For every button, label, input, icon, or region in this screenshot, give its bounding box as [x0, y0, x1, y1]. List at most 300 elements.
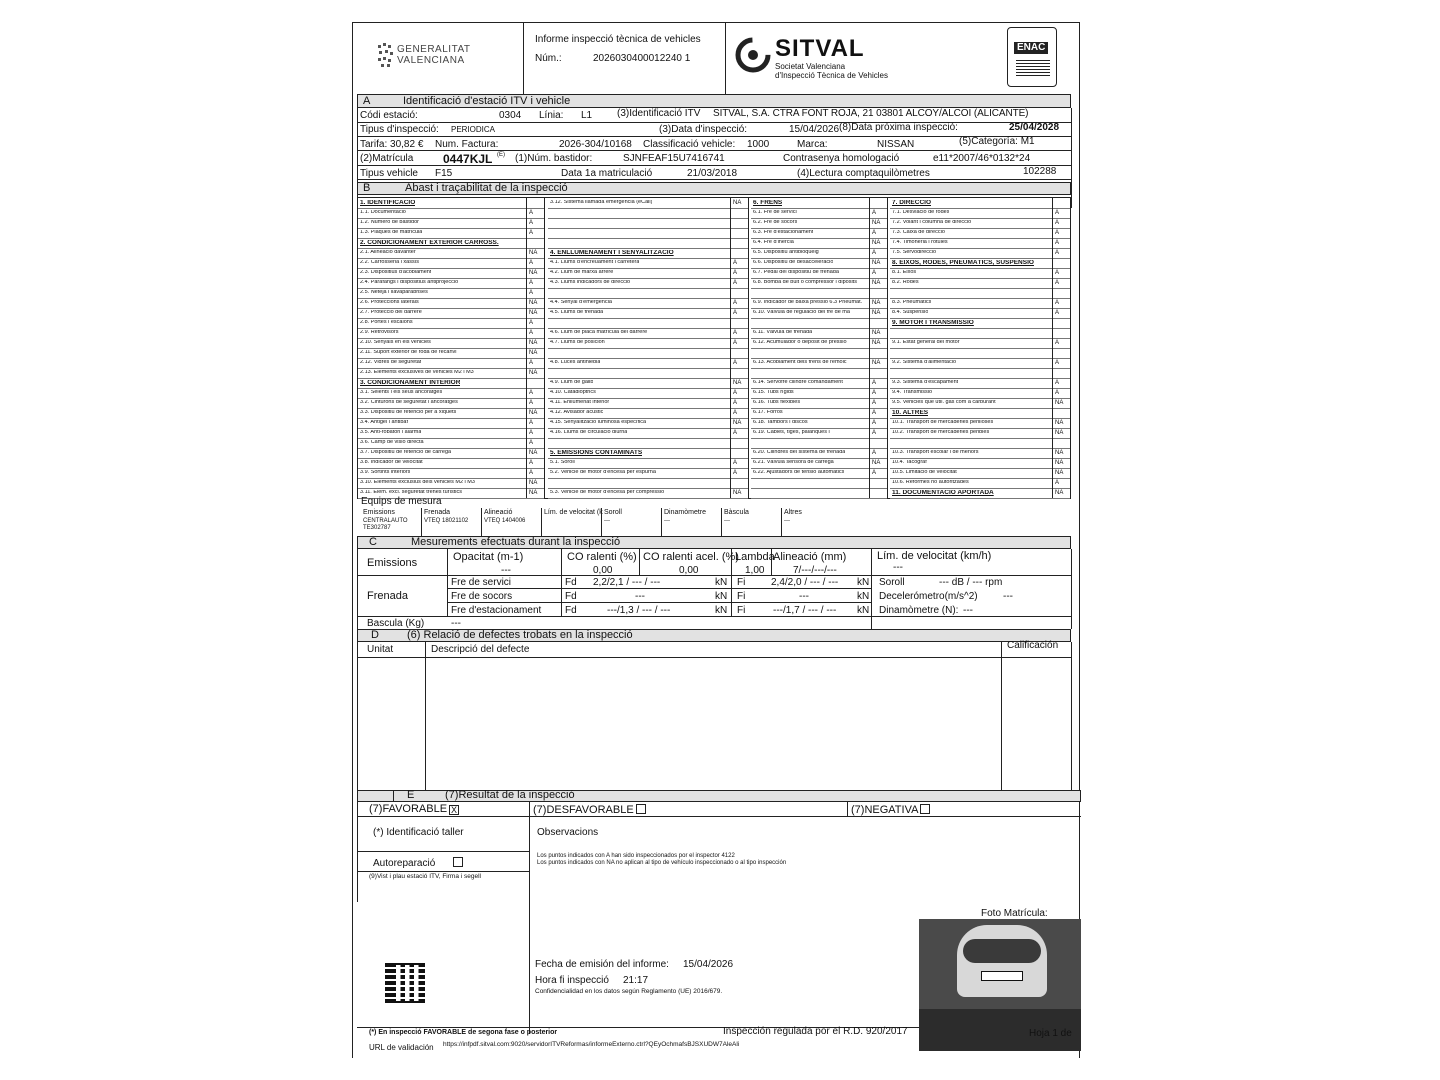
footer-note: (*) En inspecció FAVORABLE de segona fase o posterior — [369, 1029, 558, 1036]
check-item-label: 9. MOTOR I TRANSMISSIÓ — [892, 320, 974, 326]
check-item-label: 6.16. Tubs flexibles — [753, 400, 801, 405]
ident-itv-label: (3)Identificació ITV — [617, 108, 701, 119]
check-item-label: 4.7. Llums de posición — [550, 340, 605, 345]
check-item-result: A — [529, 260, 534, 266]
check-item-label: 2.1. Alineació davanter — [360, 250, 416, 255]
check-item-result: NA — [872, 300, 881, 306]
estac-fi: ---/1,7 / --- / --- — [773, 605, 837, 616]
autoreparacio-checkbox[interactable] — [453, 857, 463, 867]
check-item-label: 4.10. Catadiòptrics — [550, 390, 596, 395]
check-item-label: 7. DIRECCIÓ — [892, 200, 932, 206]
data-inspeccio: 15/04/2026 — [789, 124, 840, 135]
km-label: (4)Lectura comptaquilòmetres — [797, 168, 930, 179]
check-item-result: NA — [872, 310, 881, 316]
check-item-result: A — [872, 210, 877, 216]
check-item-label: 7.3. Caixa de direcció — [892, 230, 945, 235]
factura-label: Num. Factura: — [435, 139, 499, 150]
check-item-result: NA — [529, 250, 538, 256]
tipus-inspeccio-label: Tipus d'inspecció: — [360, 124, 439, 135]
check-item-label: 3.5. Anti-robatori i alarma — [360, 430, 422, 435]
check-item-result: A — [1055, 230, 1060, 236]
estac-fd-unit: kN — [715, 605, 728, 616]
check-item-result: A — [529, 230, 534, 236]
check-item-label: 1.3. Plaques de matrícula — [360, 230, 423, 235]
check-item-result: NA — [733, 380, 742, 386]
fre-socors-label: Fre de socors — [451, 591, 513, 602]
footer-regulada: Inspección regulada por el R.D. 920/2017 — [723, 1026, 908, 1037]
equip-cell — [781, 508, 841, 536]
check-item-label: 9.5. Vehicles que util. gas com a carburant — [892, 400, 996, 405]
matricula: 0447KJL — [443, 152, 493, 166]
linia-label: Línia: — [539, 110, 564, 121]
report-title: Informe inspecció tècnica de vehicles — [535, 34, 701, 45]
dinam-value: --- — [963, 605, 973, 616]
sitval-brand: SITVAL — [775, 35, 865, 62]
check-item-label: 7.1. Desviació de rodes — [892, 210, 950, 215]
check-item-label: 4.12. Avisador acústic — [550, 410, 604, 415]
sitval-logo-icon — [735, 37, 771, 73]
tarifa: Tarifa: 30,82 € — [360, 139, 424, 150]
check-item-label: 9.2. Sistema d'alimentació — [892, 360, 957, 365]
emissions-label: Emissions — [367, 557, 418, 569]
data-matriculacio-label: Data 1a matriculació — [561, 168, 653, 179]
servici-fd-unit: kN — [715, 577, 728, 588]
check-item-label: 9.1. Estat general del motor — [892, 340, 960, 345]
equip-cell — [721, 508, 781, 536]
calificacion-header: Calificación — [1007, 640, 1059, 651]
check-item-label: 6.22. Ajustadors de tensió automàtics — [753, 470, 845, 475]
check-item-result: NA — [872, 460, 881, 466]
check-item-label: 3.6. Camp de visió directa — [360, 440, 424, 445]
check-item-result: NA — [1055, 490, 1064, 496]
section-d-letter: D — [371, 629, 379, 641]
km: 102288 — [1023, 166, 1057, 177]
equip-header: Emissions — [363, 509, 395, 516]
co-acel-label: CO ralenti acel. (%) — [643, 551, 739, 563]
check-item-label: 6.4. Fre d'inèrcia — [753, 240, 794, 245]
check-item-label: 2.10. Senyals en els vehicles — [360, 340, 431, 345]
check-item-label: 1.2. Número de bastidor — [360, 220, 420, 225]
equips-title: Equips de mesura — [361, 496, 442, 507]
check-item-result: NA — [733, 200, 742, 206]
foto-label: Foto Matrícula: — [981, 908, 1048, 919]
fecha-emision: 15/04/2026 — [683, 959, 734, 970]
check-item-result: A — [529, 400, 534, 406]
matricula-country: (E) — [497, 152, 505, 158]
check-item-label: 5.2. Vehicle de motor d'encesa per espurna — [550, 470, 656, 475]
check-item-result: NA — [872, 340, 881, 346]
check-item-result: A — [529, 360, 534, 366]
visti-label: (9)Vist i plau estació ITV, Firma i segell — [369, 873, 481, 880]
socors-fd: --- — [635, 591, 645, 602]
check-item-label: 4.3. Llums indicadors de direcció — [550, 280, 631, 285]
check-item-label: 3.3. Dispositiu de retenció per a xiquets — [360, 410, 457, 415]
check-item-result: A — [1055, 300, 1060, 306]
observacions-label: Observacions — [537, 827, 599, 838]
check-item-label: 4.4. Senyal d'emergència — [550, 300, 612, 305]
check-item-result: NA — [529, 370, 538, 376]
enac-badge: ENAC — [1007, 27, 1057, 87]
observacions-line1: Los puntos indicados con A han sido inspeccionados por el inspector 4122 — [537, 853, 735, 859]
unitat-header: Unitat — [367, 644, 394, 655]
section-c-title: Mesurements efectuats durant la inspecció — [411, 536, 621, 548]
tipus-vehicle: F15 — [435, 168, 453, 179]
observacions-line2: Los puntos indicados con NA no aplican al tipo de vehículo inspeccionado o al tipo inspección — [537, 860, 787, 866]
negativa-checkbox[interactable] — [920, 804, 930, 814]
check-item-result: A — [733, 430, 738, 436]
check-item-label: 4.16. Llums de circulació diürna — [550, 430, 628, 435]
check-item-label: 7.2. Volant i columna de direcció — [892, 220, 972, 225]
check-item-result: NA — [529, 350, 538, 356]
check-item-label: 4.15. Senyalització luminosa específica — [550, 420, 646, 425]
check-item-label: 10. ALTRES — [892, 410, 929, 416]
check-item-result: NA — [529, 340, 538, 346]
codi-estacio-label: Códi estació: — [360, 110, 418, 121]
frenada-label: Frenada — [367, 590, 408, 602]
check-item-label: 7.4. Timoneria i ròtules — [892, 240, 948, 245]
equip-value: --- — [784, 518, 790, 524]
autoreparacio-label: Autoreparació — [373, 857, 463, 869]
estac-fd: ---/1,3 / --- / --- — [607, 605, 671, 616]
equip-value: --- — [724, 518, 730, 524]
data-inspeccio-label: (3)Data d'inspecció: — [659, 124, 748, 135]
check-item-label: 6.21. Vàlvula sensora de càrrega — [753, 460, 834, 465]
descripcio-header: Descripció del defecte — [431, 644, 530, 655]
check-item-result: A — [872, 450, 877, 456]
check-item-result: NA — [529, 450, 538, 456]
matricula-label: (2)Matrícula — [360, 153, 414, 164]
check-item-label: 6.7. Pedal del dispositiu de frenada — [753, 270, 839, 275]
equip-value: VTEQ 1404006 — [484, 518, 526, 524]
check-item-result: A — [872, 380, 877, 386]
report-number: 2026030400012240 1 — [593, 53, 691, 64]
check-item-result: A — [1055, 250, 1060, 256]
equip-header: Frenada — [424, 509, 451, 516]
check-item-result: NA — [872, 240, 881, 246]
check-item-result: A — [1055, 270, 1060, 276]
equip-value: CENTRALAUTO TE302787 — [363, 518, 408, 531]
confidencialidad: Confidencialidad en los datos según Reglamento (UE) 2016/679. — [535, 988, 723, 995]
check-item-label: 7.5. Servodirecció — [892, 250, 937, 255]
equip-cell — [481, 508, 541, 536]
socors-fi: --- — [799, 591, 809, 602]
socors-fi-label: Fi — [737, 591, 746, 602]
check-item-result: A — [733, 470, 738, 476]
tipus-vehicle-label: Tipus vehicle — [360, 168, 418, 179]
check-item-result: NA — [529, 270, 538, 276]
check-item-label: 6.2. Fre de socors — [753, 220, 798, 225]
servici-fi: 2,4/2,0 / --- / --- — [771, 577, 839, 588]
estac-fi-label: Fi — [737, 605, 746, 616]
check-item-label: 4.1. Llums d'encreuament i carretera — [550, 260, 640, 265]
check-item-label: 3.1. Seients i els seus ancoratges — [360, 390, 443, 395]
section-c-letter: C — [369, 536, 377, 548]
check-item-label: 6.20. Cilindres del sistema de frenada — [753, 450, 846, 455]
check-item-label: 6.13. Acoblament dels frens de remolc — [753, 360, 847, 365]
check-item-label: 5.1. Soroll — [550, 460, 575, 465]
fre-estac-label: Fre d'estacionament — [451, 605, 542, 616]
check-item-label: 3. CONDICIONAMENT INTERIOR — [360, 380, 461, 386]
check-item-result: A — [1055, 210, 1060, 216]
check-item-label: 6.17. Forros — [753, 410, 783, 415]
equip-header: Dinamòmetre — [664, 509, 707, 516]
check-item-result: A — [872, 400, 877, 406]
servici-fi-label: Fi — [737, 577, 746, 588]
check-item-label: 4.5. Llums de frenada — [550, 310, 604, 315]
check-item-result: A — [872, 250, 877, 256]
check-item-result: NA — [1055, 400, 1064, 406]
linia: L1 — [581, 110, 593, 121]
lim-velocitat-label: Lím. de velocitat (km/h) — [877, 550, 992, 562]
check-item-result: NA — [529, 480, 538, 486]
hora-fi: 21:17 — [623, 975, 649, 986]
decel-value: --- — [1003, 591, 1013, 602]
section-a-title: Identificació d'estació ITV i vehicle — [403, 95, 571, 107]
check-item-result: A — [529, 320, 534, 326]
check-item-label: 8. EIXOS, RODES, PNEUMÀTICS, SUSPENSIÓ — [892, 260, 1034, 266]
soroll-value: --- dB / --- rpm — [939, 577, 1003, 588]
bascula-value: --- — [451, 618, 461, 629]
check-item-result: A — [1055, 280, 1060, 286]
check-item-result: A — [872, 230, 877, 236]
check-item-result: A — [529, 470, 534, 476]
co-ralenti-value: 0,00 — [593, 565, 613, 576]
generalitat-line1: GENERALITAT — [397, 44, 471, 55]
check-item-result: A — [872, 390, 877, 396]
section-e-title: (7)Resultat de la inspecció — [445, 789, 575, 801]
check-item-result: NA — [872, 260, 881, 266]
servici-fi-unit: kN — [857, 577, 870, 588]
bascula-label: Bascula (Kg) — [367, 618, 425, 629]
check-item-label: 3.2. Cinturons de seguretat i ancoratges — [360, 400, 458, 405]
estac-fd-label: Fd — [565, 605, 577, 616]
check-item-label: 9.3. Sistema d'escapament — [892, 380, 959, 385]
check-item-result: NA — [529, 410, 538, 416]
socors-fd-label: Fd — [565, 591, 577, 602]
check-item-result: A — [529, 290, 534, 296]
check-item-label: 3.12. Sistema llamada emergencia (eCall) — [550, 200, 653, 205]
check-item-result: A — [1055, 340, 1060, 346]
validation-qr-code — [385, 963, 425, 1003]
equip-header: Altres — [784, 509, 802, 516]
check-item-result: A — [733, 360, 738, 366]
generalitat-logo — [377, 43, 395, 69]
check-item-label: 10.5. Limitació de velocitat — [892, 470, 957, 475]
check-item-label: 1. IDENTIFICACIÓ — [360, 200, 416, 206]
check-item-result: NA — [872, 220, 881, 226]
check-item-label: 5. EMISSIONS CONTAMINATS — [550, 450, 643, 456]
section-b-letter: B — [363, 182, 371, 194]
opacitat-label: Opacitat (m-1) — [453, 551, 524, 563]
equip-header: Alineació — [484, 509, 513, 516]
homologacio-label: Contrasenya homologació — [783, 153, 900, 164]
check-item-label: 3.10. Elements exclusius dels vehicles M2 i M3 — [360, 480, 475, 485]
footer-hoja: Hoja 1 de — [1029, 1028, 1072, 1039]
equip-cell — [601, 508, 661, 536]
check-item-result: A — [733, 300, 738, 306]
socors-fi-unit: kN — [857, 591, 870, 602]
co-ralenti-label: CO ralenti (%) — [567, 551, 637, 563]
check-item-result: A — [529, 420, 534, 426]
check-item-result: NA — [733, 420, 742, 426]
equip-header: Soroll — [604, 509, 622, 516]
estac-fi-unit: kN — [857, 605, 870, 616]
check-item-label: 2.13. Elements exclusives de vehicles M2 i M3 — [360, 370, 474, 375]
check-item-result: NA — [1055, 420, 1064, 426]
codi-estacio: 0304 — [499, 110, 522, 121]
check-item-result: A — [529, 430, 534, 436]
check-item-result: NA — [529, 310, 538, 316]
equip-value: --- — [604, 518, 610, 524]
check-item-result: A — [1055, 220, 1060, 226]
desfavorable-checkbox[interactable] — [636, 804, 646, 814]
check-item-label: 4.2. Llum de marxa arrere — [550, 270, 614, 275]
validation-url[interactable]: https://infpdf.sitval.com:9020/servidorITVReformas/informeExterno.ctrl?QEyOchmafsBJSXUDW7AleAli — [443, 1041, 740, 1048]
check-item-result: A — [529, 210, 534, 216]
equip-cell — [661, 508, 721, 536]
categoria: (5)Categoría: M1 — [959, 136, 1035, 147]
check-item-label: 4. ENLLUMENAMENT I SENYALITZACIÓ — [550, 250, 674, 256]
check-item-result: NA — [529, 300, 538, 306]
check-item-result: A — [529, 220, 534, 226]
dinam-label: Dinamòmetre (N): — [879, 605, 959, 616]
check-item-result: NA — [872, 280, 881, 286]
check-item-label: 3.4. Antigel i antibaf — [360, 420, 409, 425]
check-item-result: NA — [1055, 460, 1064, 466]
section-d-title: (6) Relació de defectes trobats en la inspecció — [407, 629, 633, 641]
check-item-label: 2.4. Parafangs i dispositius antiprojecció — [360, 280, 459, 285]
check-item-label: 6.18. Tambors i discos — [753, 420, 808, 425]
check-item-label: 2.8. Portes i escalons — [360, 320, 413, 325]
section-e-letter: E — [407, 789, 415, 801]
generalitat-line2: VALENCIANA — [397, 55, 465, 66]
socors-fd-unit: kN — [715, 591, 728, 602]
favorable-label: (7)FAVORABLE X — [369, 803, 458, 815]
check-item-result: A — [733, 280, 738, 286]
check-item-label: 4.11. Enllumenat interior — [550, 400, 610, 405]
check-item-label: 8.2. Rodes — [892, 280, 919, 285]
equip-value: --- — [664, 518, 670, 524]
check-item-label: 6.8. Bomba de buit o compressor i dipòsits — [753, 280, 857, 285]
servici-fd: 2,2/2,1 / --- / --- — [593, 577, 661, 588]
check-item-label: 10.2. Transport de mercaderies peribles — [892, 430, 990, 435]
report-num-label: Núm.: — [535, 53, 562, 64]
inspection-report-page — [352, 22, 1080, 1058]
check-item-label: 2. CONDICIONAMENT EXTERIOR CARROSS. — [360, 240, 499, 246]
check-item-result: A — [733, 460, 738, 466]
desfavorable-label: (7)DESFAVORABLE — [533, 804, 646, 816]
check-item-result: NA — [872, 360, 881, 366]
check-item-result: A — [872, 430, 877, 436]
decel-label: Decelerómetro(m/s^2) — [879, 591, 978, 602]
check-item-result: A — [872, 410, 877, 416]
equip-cell — [541, 508, 601, 536]
servici-fd-label: Fd — [565, 577, 577, 588]
favorable-checkbox[interactable]: X — [451, 805, 458, 815]
co-acel-value: 0,00 — [679, 565, 699, 576]
check-item-result: A — [733, 390, 738, 396]
check-item-result: A — [733, 310, 738, 316]
equip-header: Bàscula — [724, 509, 749, 516]
check-item-label: 2.2. Carrosseria i xassís — [360, 260, 419, 265]
alineacio-value: 7/---/---/--- — [793, 565, 837, 576]
check-item-label: 6.5. Dispositiu antibloqueig — [753, 250, 819, 255]
alineacio-label: Alineació (mm) — [773, 551, 847, 563]
check-item-label: 1.1. Documentació — [360, 210, 406, 215]
data-proxima: 25/04/2028 — [1009, 122, 1060, 133]
check-item-result: A — [1055, 240, 1060, 246]
check-item-label: 3.9. Sortints interiors — [360, 470, 411, 475]
fecha-emision-label: Fecha de emisión del informe: — [535, 959, 669, 970]
check-item-label: 2.7. Protecció del darrere — [360, 310, 422, 315]
check-item-result: A — [529, 330, 534, 336]
check-item-label: 4.8. Luces antiniebla — [550, 360, 601, 365]
ident-itv: SITVAL, S.A. CTRA FONT ROJA, 21 03801 ALCOY/ALCOI (ALICANTE) — [713, 108, 1029, 119]
check-item-result: NA — [733, 490, 742, 496]
homologacio: e11*2007/46*0132*24 — [933, 153, 1031, 164]
check-item-label: 6.19. Cables, tiges, palanques i — [753, 430, 830, 435]
factura: 2026-304/10168 — [559, 139, 632, 150]
check-item-result: A — [1055, 390, 1060, 396]
check-item-label: 10.3. Transport escolar i de menors — [892, 450, 979, 455]
marca: NISSAN — [877, 139, 915, 150]
check-item-label: 6.9. Indicador de baixa pressió 6.3 Pneumàt. — [753, 300, 863, 305]
sitval-sub2: d'Inspecció Tècnica de Vehicles — [775, 71, 889, 80]
check-item-label: 2.6. Proteccions laterals — [360, 300, 419, 305]
check-item-label: 2.12. Vidres de seguretat — [360, 360, 422, 365]
negativa-label: (7)NEGATIVA — [851, 804, 930, 816]
check-item-label: 6.3. Fre d'estacionament — [753, 230, 814, 235]
check-item-result: NA — [872, 330, 881, 336]
check-item-label: 2.5. Neteja i llavaparabrises — [360, 290, 428, 295]
check-item-label: 6.12. Acumulador o depòsit de pressió — [753, 340, 847, 345]
section-a-letter: A — [363, 95, 371, 107]
equips-table — [361, 508, 837, 536]
check-item-label: 8.4. Suspensió — [892, 310, 929, 315]
check-item-label: 6. FRENS — [753, 200, 783, 206]
check-item-result: NA — [529, 490, 538, 496]
check-item-label: 11. DOCUMENTACIÓ APORTADA — [892, 490, 994, 496]
opacitat-value: --- — [501, 565, 511, 576]
check-item-label: 3.11. Elem. excl. seguretat trenes turístics — [360, 490, 462, 495]
check-item-result: A — [733, 330, 738, 336]
check-item-label: 4.9. Llum de gàlib — [550, 380, 594, 385]
check-item-result: A — [733, 400, 738, 406]
check-item-label: 6.10. Vàlvula de regulació del fre de mà — [753, 310, 850, 315]
check-item-result: A — [529, 280, 534, 286]
marca-label: Marca: — [797, 139, 828, 150]
lambda-value: 1,00 — [745, 565, 765, 576]
check-item-label: 6.6. Dispositiu de desacceleració — [753, 260, 834, 265]
check-item-label: 2.9. Retrovisors — [360, 330, 399, 335]
check-item-label: 6.11. Vàlvula de frenada — [753, 330, 813, 335]
check-item-result: A — [733, 260, 738, 266]
equip-cell — [361, 508, 421, 536]
check-item-label: 8.3. Pneumàtics — [892, 300, 932, 305]
check-item-label: 6.14. Servofre cilindre comandament — [753, 380, 843, 385]
inspection-checklist — [357, 197, 1071, 499]
taller-label: (*) Identificació taller — [373, 827, 464, 838]
check-item-result: A — [1055, 310, 1060, 316]
check-item-result: A — [1055, 480, 1060, 486]
sitval-sub1: Societat Valenciana — [775, 62, 846, 71]
check-item-result: A — [529, 460, 534, 466]
check-item-result: NA — [1055, 430, 1064, 436]
check-item-result: A — [529, 440, 534, 446]
check-item-label: 2.11. Suport exterior de roda de recanvi — [360, 350, 457, 355]
check-item-result: A — [529, 390, 534, 396]
check-item-result: A — [733, 410, 738, 416]
